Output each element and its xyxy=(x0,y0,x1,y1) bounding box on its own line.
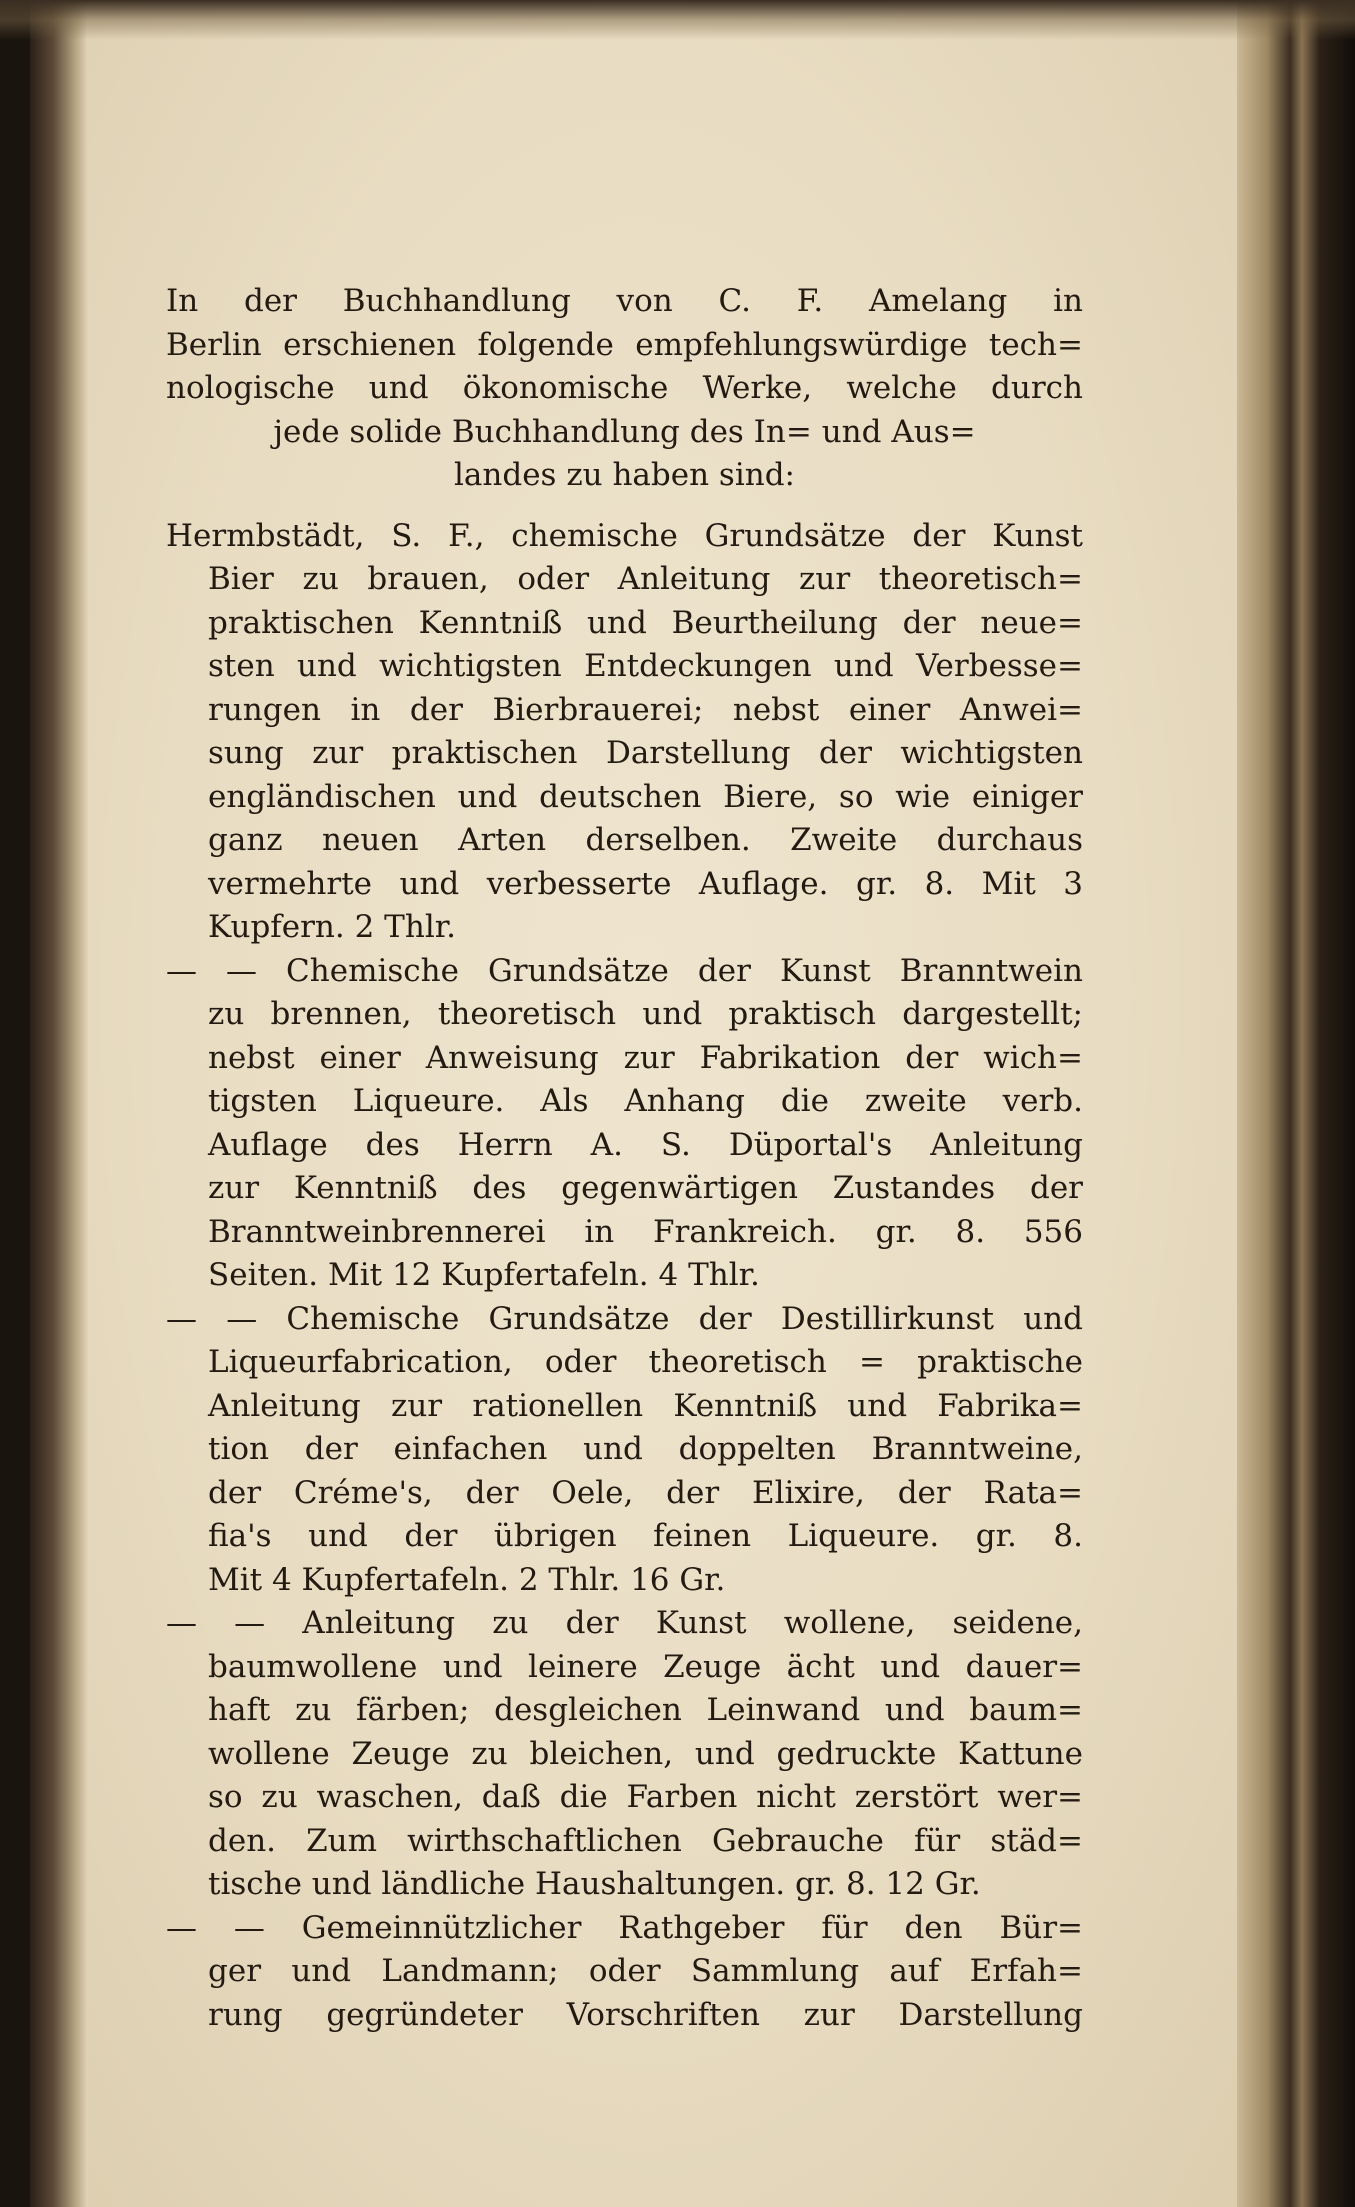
entry-line: rung gegründeter Vorschriften zur Darstellung xyxy=(208,1996,1083,2033)
entry-line: ganz neuen Arten derselben. Zweite durchaus xyxy=(208,822,1083,858)
entry-line: haft zu färben; desgleichen Leinwand und baum= xyxy=(208,1692,1083,1728)
entry-line: wollene Zeuge zu bleichen, und gedruckte Kattune xyxy=(208,1735,1083,1772)
book-entry xyxy=(166,1298,1083,1603)
intro-paragraph xyxy=(166,280,1083,498)
entry-line: Auflage des Herrn A. S. Düportal's Anleitung xyxy=(208,1126,1083,1163)
book-entry xyxy=(166,1602,1083,1907)
entry-line: tigsten Liqueure. Als Anhang die zweite verb. xyxy=(208,1083,1083,1119)
book-entry xyxy=(166,950,1083,1298)
entry-line: so zu waschen, daß die Farben nicht zerstört wer= xyxy=(208,1779,1083,1815)
entry-line: den. Zum wirthschaftlichen Gebrauche für städ= xyxy=(208,1822,1083,1859)
book-entry xyxy=(166,1907,1083,2038)
entry-line: baumwollene und leinere Zeuge ächt und dauer= xyxy=(208,1648,1083,1685)
intro-line: nologische und ökonomische Werke, welche durch xyxy=(166,370,1083,406)
page-edges xyxy=(1237,0,1355,2207)
entry-line: Mit 4 Kupfertafeln. 2 Thlr. 16 Gr. xyxy=(208,1561,726,1598)
entry-line: fia's und der übrigen feinen Liqueure. gr. 8. xyxy=(208,1518,1083,1554)
entry-line: — — Gemeinnützlicher Rathgeber für den Bür= xyxy=(166,1909,1083,1946)
entry-line: vermehrte und verbesserte Auflage. gr. 8. Mit 3 xyxy=(208,865,1083,902)
book-entry xyxy=(166,515,1083,950)
entry-line: praktischen Kenntniß und Beurtheilung der neue= xyxy=(208,604,1083,641)
entry-line: nebst einer Anweisung zur Fabrikation der wich= xyxy=(208,1039,1083,1076)
entry-line: Bier zu brauen, oder Anleitung zur theoretisch= xyxy=(208,561,1083,597)
entry-line: zu brennen, theoretisch und praktisch dargestellt; xyxy=(208,996,1083,1032)
book-list xyxy=(166,515,1083,2038)
entry-line: rungen in der Bierbrauerei; nebst einer Anwei= xyxy=(208,691,1083,728)
entry-line: der Créme's, der Oele, der Elixire, der Rata= xyxy=(208,1474,1083,1511)
entry-line: tion der einfachen und doppelten Branntweine, xyxy=(208,1431,1083,1467)
entry-line: sten und wichtigsten Entdeckungen und Verbesse= xyxy=(208,648,1083,684)
entry-line: Liqueurfabrication, oder theoretisch = praktische xyxy=(208,1344,1083,1380)
entry-line: — — Chemische Grundsätze der Kunst Branntwein xyxy=(166,952,1083,989)
intro-line: Berlin erschienen folgende empfehlungswürdige tech= xyxy=(166,326,1083,363)
entry-line: Anleitung zur rationellen Kenntniß und Fabrika= xyxy=(208,1387,1083,1424)
intro-line: In der Buchhandlung von C. F. Amelang in xyxy=(166,283,1083,319)
entry-line: sung zur praktischen Darstellung der wichtigsten xyxy=(208,735,1083,771)
entry-line: Branntweinbrennerei in Frankreich. gr. 8. 556 xyxy=(208,1213,1083,1250)
entry-line: tische und ländliche Haushaltungen. gr. 8. 12 Gr. xyxy=(208,1866,981,1902)
intro-line: landes zu haben sind: xyxy=(454,457,795,493)
top-edge xyxy=(0,0,1355,40)
entry-line: Seiten. Mit 12 Kupfertafeln. 4 Thlr. xyxy=(208,1257,760,1293)
entry-line: — — Chemische Grundsätze der Destillirkunst und xyxy=(166,1300,1083,1337)
entry-line: zur Kenntniß des gegenwärtigen Zustandes der xyxy=(208,1170,1083,1206)
book-gutter xyxy=(30,0,88,2207)
entry-line: Kupfern. 2 Thlr. xyxy=(208,909,456,945)
advertisement-text xyxy=(166,280,1083,2037)
entry-line: engländischen und deutschen Biere, so wie einiger xyxy=(208,778,1083,815)
entry-line: Hermbstädt, S. F., chemische Grundsätze der Kunst xyxy=(166,517,1083,554)
intro-line: jede solide Buchhandlung des In= und Aus= xyxy=(273,413,976,450)
entry-line: ger und Landmann; oder Sammlung auf Erfah= xyxy=(208,1953,1083,1989)
entry-line: — — Anleitung zu der Kunst wollene, seidene, xyxy=(166,1605,1083,1641)
